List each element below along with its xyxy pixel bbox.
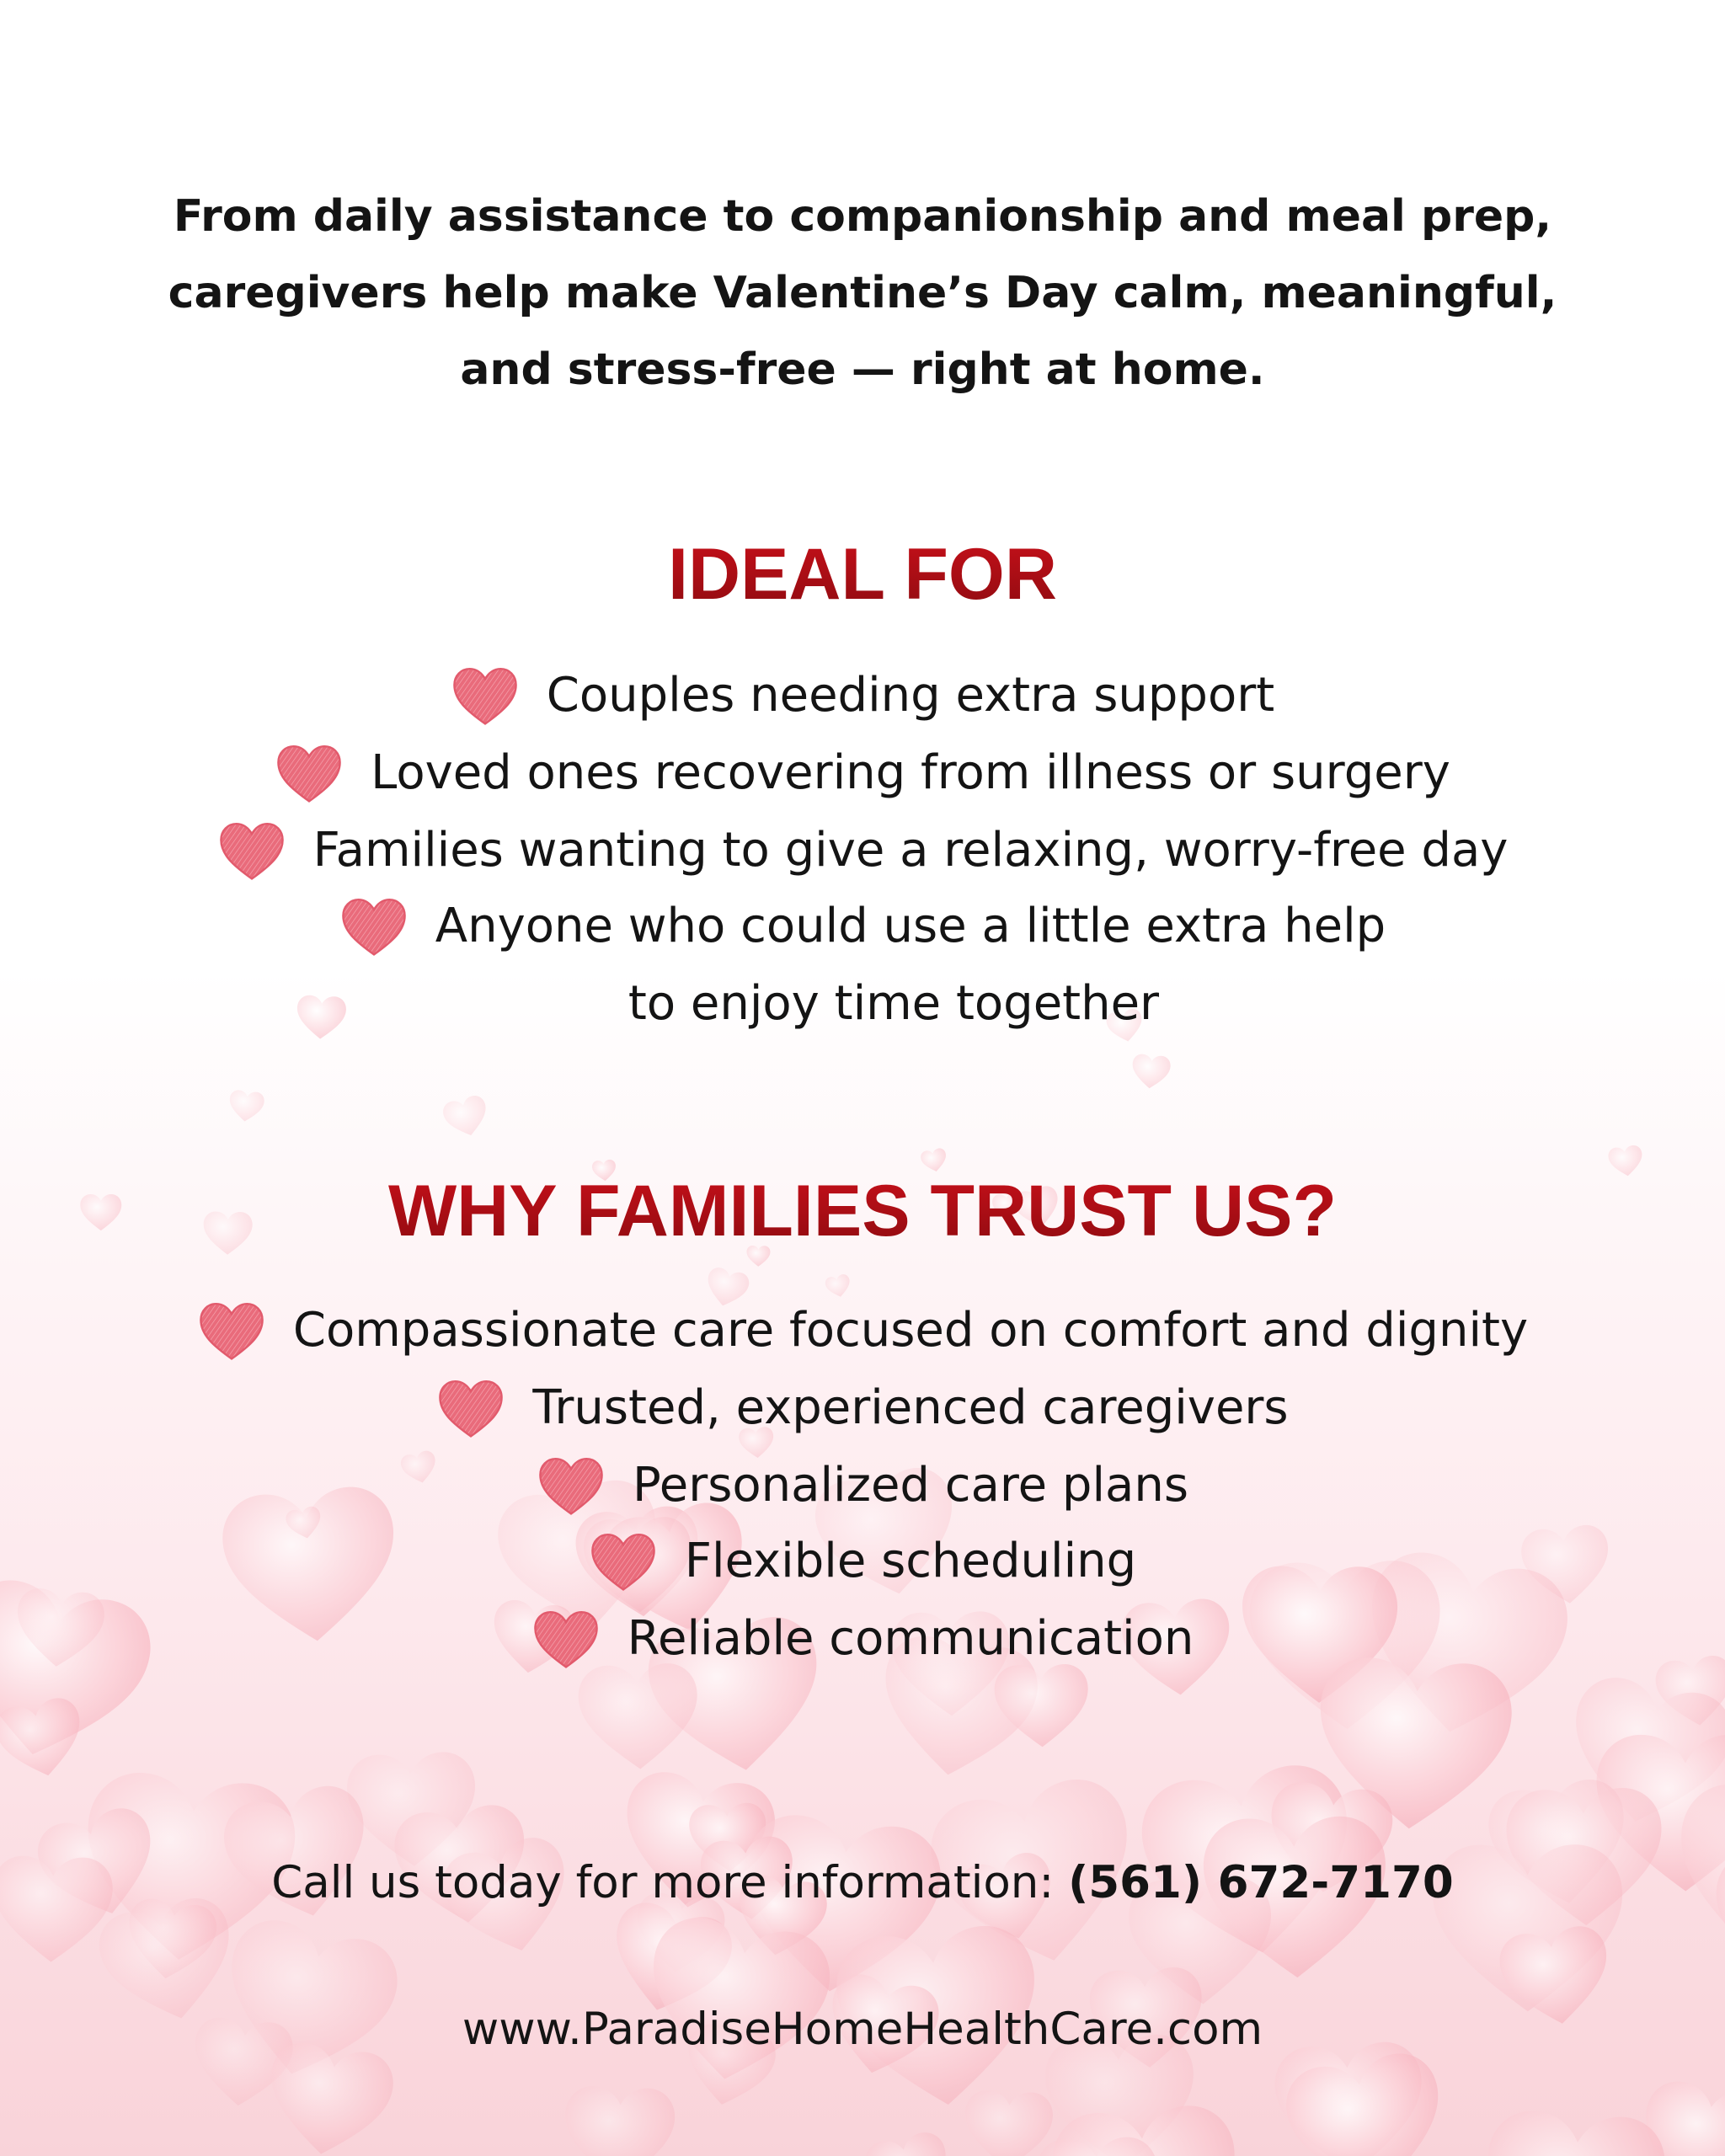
list-item-text: Trusted, experienced caregivers — [532, 1380, 1289, 1435]
list-item — [0, 888, 1725, 965]
list-item — [0, 657, 1725, 734]
list-item — [0, 1292, 1725, 1369]
list-item — [0, 1523, 1725, 1600]
heart-icon — [451, 666, 520, 725]
heart-icon — [589, 1532, 658, 1591]
heart-icon — [531, 1609, 601, 1668]
heart-icon — [537, 1456, 606, 1515]
list-item-text: Families wanting to give a relaxing, worry-free day — [312, 823, 1509, 878]
website-link[interactable]: www.ParadiseHomeHealthCare.com — [462, 2004, 1263, 2055]
list-item — [0, 1600, 1725, 1678]
ideal-for-heading: IDEAL FOR — [0, 532, 1725, 616]
list-item-text: Couples needing extra support — [546, 668, 1275, 723]
list-item — [0, 734, 1725, 812]
why-families-trust-heading: WHY FAMILIES TRUST US? — [0, 1169, 1725, 1253]
list-item — [0, 1447, 1725, 1524]
phone-number[interactable]: (561) 672-7170 — [1068, 1857, 1454, 1908]
list-item-text: Compassionate care focused on comfort and dignity — [292, 1303, 1529, 1358]
intro-paragraph — [0, 179, 1725, 408]
heart-icon — [339, 897, 409, 956]
intro-line-2: caregivers help make Valentine’s Day calm, meaningful, — [168, 268, 1557, 318]
list-item — [0, 1369, 1725, 1447]
list-item-text: Anyone who could use a little extra help — [435, 899, 1386, 953]
list-item-text: Reliable communication — [627, 1611, 1194, 1666]
intro-line-3: and stress-free — right at home. — [460, 344, 1265, 395]
heart-icon — [197, 1301, 266, 1360]
heart-icon — [436, 1379, 505, 1438]
call-to-action — [0, 1849, 1725, 1917]
list-item-continuation: to enjoy time together — [628, 976, 1160, 1031]
list-item-text: Loved ones recovering from illness or surgery — [371, 745, 1450, 800]
heart-icon — [275, 744, 344, 803]
list-item-text: Flexible scheduling — [684, 1534, 1137, 1588]
list-item-text: Personalized care plans — [632, 1458, 1189, 1513]
intro-line-1: From daily assistance to companionship and meal prep, — [173, 191, 1552, 242]
heart-icon — [217, 821, 286, 880]
list-item — [0, 812, 1725, 889]
call-prefix: Call us today for more information: — [271, 1857, 1069, 1908]
